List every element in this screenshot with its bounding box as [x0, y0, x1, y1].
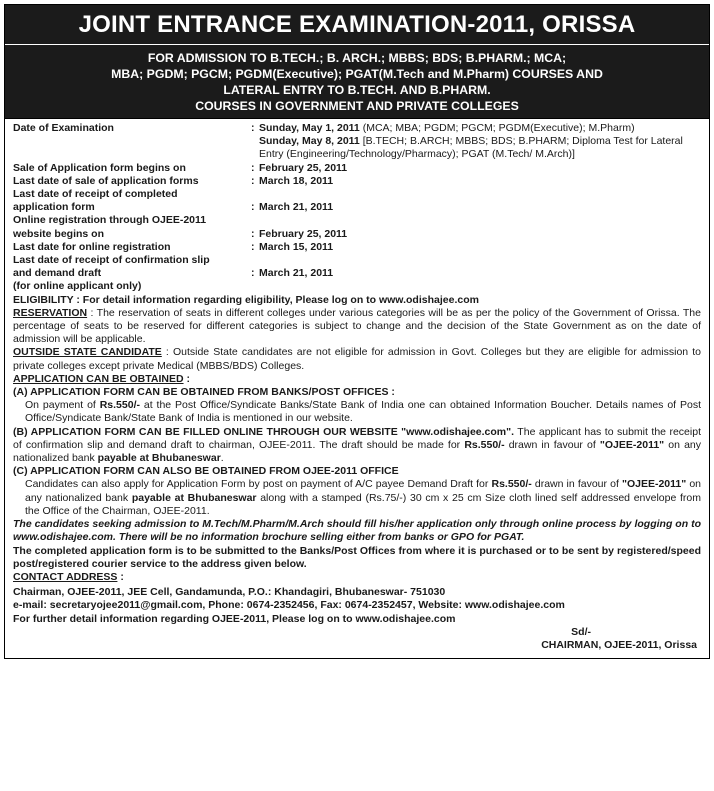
option-a-text: On payment of Rs.550/- at the Post Office/Syndicate Banks/State Bank of India one can obtained Information Boucher. Details names of Post Office/Syndicate Bank/State Bank of India is mentioned in our website. — [25, 399, 701, 425]
subtitle-line-3: LATERAL ENTRY TO B.TECH. AND B.PHARM. — [223, 83, 491, 97]
pgat-note: The candidates seeking admission to M.Tech/M.Pharm/M.Arch should fill his/her application only through online process by logging on to www.odishajee.com. There will be no information brochure selling either from banks or GPO for PGAT. — [13, 518, 701, 544]
notice-body — [4, 119, 710, 659]
slip-row: and demand draft : March 21, 2011 — [13, 267, 334, 280]
slip-note-row: (for online applicant only) — [13, 280, 142, 293]
contact-more-info: For further detail information regarding OJEE-2011, Please log on to www.odishajee.com — [13, 612, 456, 625]
application-heading-line: APPLICATION CAN BE OBTAINED : — [13, 372, 190, 385]
exam-date-1: Sunday, May 1, 2011 — [259, 122, 360, 134]
signature-sd: Sd/- — [571, 625, 591, 638]
exam-date-2: Sunday, May 8, 2011 — [259, 135, 360, 148]
option-b-paragraph: (B) APPLICATION FORM CAN BE FILLED ONLINE THROUGH OUR WEBSITE "www.odishajee.com". The applicant has to submit the receipt of confirmation slip and demand draft to chairman, OJEE-2011. The draft should be made for Rs.550/- drawn in favour of "OJEE-2011" on any nationalized bank payable at Bhubaneswar. — [13, 425, 702, 465]
online-begin-row: website begins on : February 25, 2011 — [13, 227, 348, 240]
exam-courses-1: (MCA; MBA; PGDM; PGCM; PGDM(Executive); M.Pharm) — [362, 122, 635, 134]
subtitle-line-1: FOR ADMISSION TO B.TECH.; B. ARCH.; MBBS; BDS; B.PHARM.; MCA; — [147, 51, 567, 65]
receipt-row: application form : March 21, 2011 — [13, 201, 334, 214]
contact-heading: CONTACT ADDRESS — [13, 570, 118, 583]
contact-heading-line: CONTACT ADDRESS : — [13, 570, 124, 583]
option-a-title: (A) APPLICATION FORM CAN BE OBTAINED FROM BANKS/POST OFFICES : — [13, 386, 395, 399]
exam-date-value — [259, 122, 701, 162]
page-title: JOINT ENTRANCE EXAMINATION-2011, ORISSA — [5, 5, 709, 45]
contact-address: Chairman, OJEE-2011, JEE Cell, Gandamunda, P.O.: Khandagiri, Bhubaneswar- 751030 — [13, 586, 446, 599]
reservation-heading: RESERVATION — [13, 306, 88, 319]
sale-last-row: Last date of sale of application forms : March 18, 2011 — [13, 174, 334, 187]
online-begin-label-row: Online registration through OJEE-2011 — [13, 214, 207, 227]
contact-details: e-mail: secretaryojee2011@gmail.com, Phone: 0674-2352456, Fax: 0674-2352457, Website: www.odishajee.com — [13, 599, 565, 612]
option-c-text: Candidates can also apply for Application Form by post on payment of A/C payee Demand Draft for Rs.550/- drawn in favour of "OJEE-2011" on any nationalized bank payable at Bhubaneswar along with a stamped (Rs.75/-) 30 cm x 25 cm Size cloth lined self addressed envelope from the Office of the Chairman, OJEE-2011. — [25, 478, 702, 517]
exam-date-row: Date of Examination : Sunday, May 1, 2011 (MCA; MBA; PGDM; PGCM; PGDM(Executive); M.Pharm) Sunday, May 8, 2011 [B.TECH; B.ARCH; MBBS; BDS; B.PHARM; Diploma Test for Lateral Entry (Engineering/Technology/Pharmacy); PGAT (M.Tech/ M.Arch)] — [13, 122, 701, 162]
exam-courses-2: [B.TECH; B.ARCH; MBBS; BDS; B.PHARM; Diploma Test for Lateral Entry (Engineering/Technology/Pharmacy); PGAT (M.Tech/ M.Arch)] — [259, 135, 683, 161]
outside-state-heading: OUTSIDE STATE CANDIDATE — [13, 346, 162, 359]
application-heading: APPLICATION CAN BE OBTAINED — [13, 372, 184, 385]
exam-date-label: Date of Examination — [13, 122, 114, 134]
submission-note: The completed application form is to be submitted to the Banks/Post Offices from where it is purchased or to be sent by registered/speed post/registered courier service to the address given below. — [13, 544, 701, 570]
reservation-paragraph: RESERVATION : The reservation of seats in different colleges under various categories will be as per the policy of the Government of Orissa. The percentage of seats to be reserved for different categories is subject to change and the decision of the State Government as on the date of admission will be applicable. — [13, 306, 701, 346]
header-block — [4, 4, 710, 119]
online-last-row: Last date for online registration : March 15, 2011 — [13, 240, 334, 253]
sale-begin-row: Sale of Application form begins on : February 25, 2011 — [13, 161, 348, 174]
slip-label-row: Last date of receipt of confirmation slip — [13, 254, 210, 267]
eligibility-line: ELIGIBILITY : For detail information regarding eligibility, Please log on to www.odishajee.com — [13, 293, 479, 306]
outside-state-paragraph: OUTSIDE STATE CANDIDATE : Outside State candidates are not eligible for admission in Govt. Colleges but they are eligible for admission to private colleges except private Medical (MBBS/BDS) Colleges. — [13, 346, 702, 372]
subtitle-line-2: MBA; PGDM; PGCM; PGDM(Executive); PGAT(M.Tech and M.Pharm) COURSES AND — [111, 67, 603, 81]
courses-subtitle — [5, 45, 709, 118]
option-c-title: (C) APPLICATION FORM CAN ALSO BE OBTAINED FROM OJEE-2011 OFFICE — [13, 465, 399, 478]
subtitle-line-4: COURSES IN GOVERNMENT AND PRIVATE COLLEGES — [195, 99, 519, 113]
receipt-label-row: Last date of receipt of completed — [13, 188, 178, 201]
option-b-title: (B) APPLICATION FORM CAN BE FILLED ONLINE THROUGH OUR WEBSITE "www.odishajee.com". — [13, 425, 515, 438]
signature-name: CHAIRMAN, OJEE-2011, Orissa — [541, 638, 697, 651]
